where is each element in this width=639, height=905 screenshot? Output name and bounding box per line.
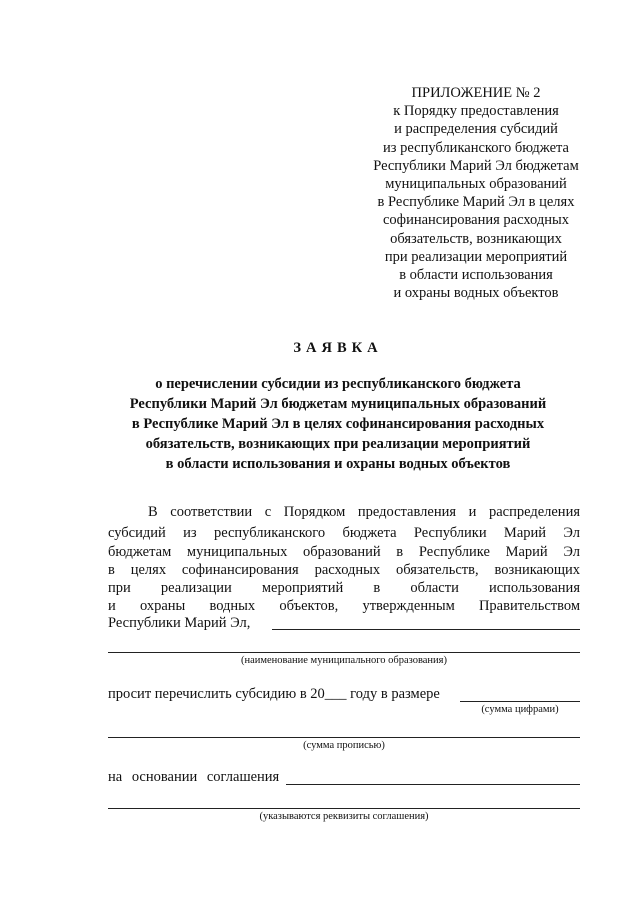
appendix-line: ПРИЛОЖЕНИЕ № 2: [411, 85, 541, 101]
appendix-line: и охраны водных объектов: [393, 285, 559, 302]
subtitle-line: о перечислении субсидии из республиканского бюджета: [155, 376, 521, 392]
document-title: ЗАЯВКА: [293, 340, 383, 356]
municipality-blank-line[interactable]: [108, 652, 580, 653]
subtitle-line: в Республике Марий Эл в целях софинансирования расходных: [131, 416, 545, 432]
sum-digits-blank[interactable]: [460, 701, 580, 702]
subtitle-line: обязательств, возникающих при реализации мероприятий: [145, 436, 531, 452]
appendix-line: муниципальных образований: [385, 176, 567, 193]
appendix-line: к Порядку предоставления: [393, 103, 559, 120]
agreement-label: на основании соглашения: [108, 769, 280, 785]
sum-words-caption: (сумма прописью): [303, 740, 385, 751]
body-line: и охраны водных объектов, утвержденным Правительством: [108, 598, 580, 614]
subtitle-line: в области использования и охраны водных объектов: [165, 456, 511, 472]
sum-digits-caption: (сумма цифрами): [481, 704, 559, 715]
subtitle-line: Республики Марий Эл бюджетам муниципальных образований: [129, 396, 547, 412]
appendix-line: в области использования: [399, 267, 553, 284]
appendix-header: [360, 84, 592, 302]
sum-words-blank[interactable]: [108, 737, 580, 738]
agreement-blank[interactable]: [286, 784, 580, 785]
body-line: Республики Марий Эл,: [108, 615, 251, 631]
body-line: В соответствии с Порядком предоставления и распределения: [148, 504, 580, 520]
agreement-caption: (указываются реквизиты соглашения): [259, 811, 429, 822]
appendix-line: из республиканского бюджета: [383, 139, 569, 156]
appendix-line: в Республике Марий Эл в целях: [377, 194, 575, 211]
appendix-line: Республики Марий Эл бюджетам: [373, 157, 579, 174]
appendix-line: софинансирования расходных: [383, 212, 569, 229]
body-line: при реализации мероприятий в области использования: [108, 580, 580, 596]
document-subtitle: [100, 374, 576, 474]
body-line: субсидий из республиканского бюджета Республики Марий Эл: [108, 525, 580, 541]
agreement-details-blank[interactable]: [108, 808, 580, 809]
appendix-line: и распределения субсидий: [394, 121, 558, 138]
municipality-blank[interactable]: [272, 629, 580, 630]
appendix-line: обязательств, возникающих: [390, 230, 562, 247]
municipality-caption: (наименование муниципального образования): [240, 655, 448, 666]
body-line: в целях софинансирования расходных обязательств, возникающих: [108, 562, 580, 578]
body-line: бюджетам муниципальных образований в Республике Марий Эл: [108, 544, 580, 560]
appendix-line: при реализации мероприятий: [384, 248, 568, 265]
request-line: просит перечислить субсидию в 20___ году в размере: [108, 686, 440, 702]
